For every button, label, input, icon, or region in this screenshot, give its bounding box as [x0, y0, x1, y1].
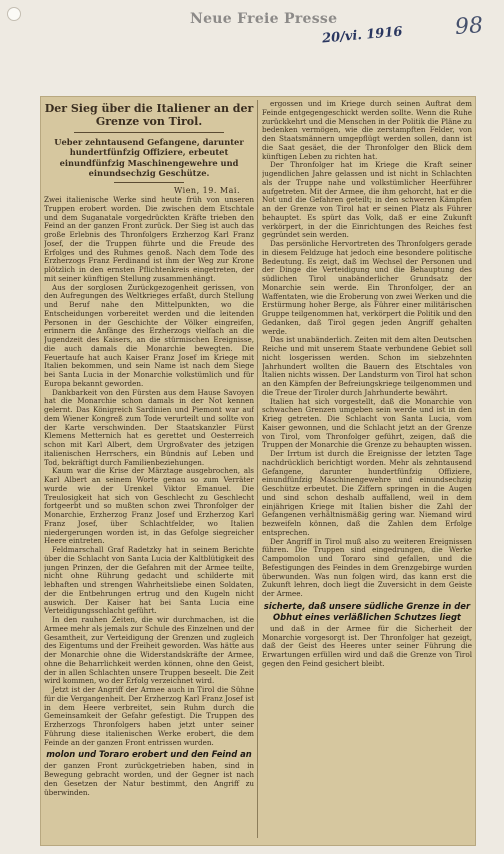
article-paragraph: Das ist unabänderlich. Zeiten mit dem alten Deutschen Reiche und mit unserem Staate verbundene Gebiet soll nicht losgerissen werden. Schon im siebzehnten Jahrhundert wollten die Bauern des Etschtales von Italien nichts wissen. Der Landsturm von Tirol hat schon an den Kämpfen der Befreiungskriege teilgenommen und die Treue der Tiroler durch Jahrhunderte bewährt.: [262, 335, 472, 397]
article-paragraph: Zwei italienische Werke sind heute früh von unseren Truppen erobert worden. Die zwischen dem Etschtale und dem Suganatale vorgedrückten Kräfte trieben den Feind an der ganzen Front zurück. Der Sieg ist auch das große Erlebnis des Thronfolgers Erzherzog Karl Franz Josef, der die Truppen führte und die Freude des Erfolges und des Ruhmes genoß. Nach dem Tode des Erzherzogs Franz Ferdinand ist ihm der Weg zur Krone plötzlich in den ernsten Pflichtenkreis eingetreten, der mit seiner künftigen Stellung zusammenhängt.: [44, 195, 254, 283]
article-column-left: [44, 100, 254, 840]
article-paragraph: Der Angriff in Tirol muß also zu weiteren Ereignissen führen. Die Truppen sind eingedrungen, die Werke Campomolon und Toraro sind gefallen, und die Befestigungen des Feindes in dem Grenzgebirge wurden überwunden. Was nun folgen wird, das kann erst die Zukunft lehren, doch liegt die Zuversicht in dem Geiste der Armee.: [262, 536, 472, 598]
article-dateline: Wien, 19. Mai.: [174, 186, 240, 196]
subheadline-divider: [114, 182, 184, 183]
column-divider: [257, 100, 258, 838]
article-paragraph: In den rauhen Zeiten, die wir durchmachen, ist die Armee mehr als jemals zur Schule des Einzelnen und der Gesamtheit, zur Verteidigung der Grenzen und zugleich des Eigentums und der Freiheit geworden. Was hätte aus der Monarchie ohne die Widerstandskräfte der Armee, ohne die Beharrlichkeit werden können, ohne den Geist, der in allen Schlachten unsere Truppen beseelt. Die Zeit wird kommen, wo der Erfolg verzeichnet wird.: [44, 615, 254, 686]
article-headline: Der Sieg über die Italiener an der Grenze von Tirol.: [44, 102, 254, 128]
article-paragraph: Der Thronfolger hat im Kriege die Kraft seiner jugendlichen Jahre gelassen und ist nicht in Schlachten als der Truppe nahe und volkstümlicher Heerführer aufgetreten. Mit der Armee, die ihm gehorcht, hat er die Not und die Gefahren geteilt; in den schweren Kämpfen an der Grenze von Tirol hat er seinen Platz als Führer behauptet. Es spürt das Volk, daß er eine Zukunft verkörpert, in der die Einrichtungen des Reiches fest gegründet sein werden.: [262, 160, 472, 240]
newspaper-name-label: Neue Freie Presse: [190, 11, 338, 27]
handwritten-page-number: 98: [454, 13, 484, 40]
article-paragraph: der ganzen Front zurückgetrieben haben, sind in Bewegung gebracht worden, und der Gegner ist nach den Gesetzen der Natur bestimmt, den Angriff zu überwinden.: [44, 761, 254, 797]
article-paragraph: und daß in der Armee für die Sicherheit der Monarchie vorgesorgt ist. Der Thronfolger hat gezeigt, daß der Geist des Heeres unter seiner Führung die Erwartungen erfüllen wird und daß die Grenze von Tirol gegen den Feind gesichert bleibt.: [262, 623, 472, 668]
article-paragraph: Italien hat sich vorgestellt, daß die Monarchie von schwachen Grenzen umgeben sein werde und ist in den Krieg getreten. Die Schlacht von Santa Lucia, vom Kaiser gewonnen, und die Schlacht jetzt an der Grenze von Tirol, vom Thronfolger geführt, zeigen, daß die Truppen der Monarchie die Grenze zu behaupten wissen.: [262, 396, 472, 450]
article-paragraph: Der Irrtum ist durch die Ereignisse der letzten Tage nachdrücklich berichtigt worden. Mehr als zehntausend Gefangene, darunter hundertfünfzig Offiziere, einundfünfzig Maschinengewehre und einundsechzig Geschütze erbeutet. Die Ziffern springen in die Augen und sind schon deshalb auffallend, weil in dem einjährigen Kriege mit Italien bisher die Zahl der Gefangenen verhältnismäßig gering war. Niemand wird bezweifeln können, daß die Zahlen dem Erfolge entsprechen.: [262, 449, 472, 537]
highlighted-phrase: molon und Toraro erobert und den Feind an: [46, 749, 252, 760]
article-paragraph: Jetzt ist der Angriff der Armee auch in Tirol die Sühne für die Vergangenheit. Der Erzherzog Karl Franz Josef ist in dem Heere verbreitet, sein Ruhm durch die Gemeinsamkeit der Gefahr gefestigt. Die Truppen des Erzherzogs Thronfolgers haben jetzt unter seiner Führung diese italienischen Werke erobert, die dem Feinde an der ganzen Front entrissen wurden.: [44, 685, 254, 747]
article-paragraph: Aus der sorglosen Zurückgezogenheit gerissen, von den Aufregungen des Weltkrieges erfaßt, durch Stellung und Beruf nahe den Mittelpunkten, wo die Entscheidungen vorbereitet werden und die leitenden Personen in der Geschichte der Völker eingreifen, erinnern die Anfänge des Erzherzogs vielfach an die Jugendzeit des Kaisers, an die stürmischen Ereignisse, die auch damals die Monarchie bewegten. Die Feuertaufe hat auch Kaiser Franz Josef im Kriege mit Italien bekommen, und sein Name ist nach dem Siege bei Santa Lucia in der Monarchie volkstümlich und für Europa bekannt geworden.: [44, 282, 254, 388]
article-subheadline: Ueber zehntausend Gefangene, darunter hundertfünfzig Offiziere, erbeutet einundfünfzig Maschinengewehre und einundsechzig Geschütze.: [54, 137, 244, 178]
handwritten-date: 20/vi. 1916: [321, 24, 404, 47]
article-paragraph: Kaum war die Krise der Märztage ausgebrochen, als Karl Albert an seinem Worte genau so zum Verräter wurde wie der Urenkel Viktor Emanuel. Die Treulosigkeit hat sich von Geschlecht zu Geschlecht fortgeerbt und so mußten schon zwei Thronfolger der Monarchie, Erzherzog Franz Josef und Erzherzog Karl Franz Josef, über Schlachtfelder, wo Italien niedergerungen worden ist, in das Gefolge siegreicher Heere eintreten.: [44, 466, 254, 546]
headline-divider: [74, 132, 224, 133]
article-column-right: [262, 100, 472, 840]
newspaper-clipping: [40, 96, 476, 846]
article-paragraph: Das persönliche Hervortreten des Thronfolgers gerade in diesem Feldzuge hat jedoch eine besondere politische Bedeutung. Es zeigt, daß im Wechsel der Personen und der Dinge die Verteidigung und die Behauptung des südlichen Tirol unabänderlicher Grundsatz der Monarchie sein werde. Ein Thronfolger, der an Waffentaten, wie die Eroberung von zwei Werken und die Erstürmung hoher Berge, als Führer einer militärischen Gruppe teilgenommen hat, verkörpert die Politik und den Gedanken, daß Tirol gegen jeden Angriff gehalten werde.: [262, 239, 472, 336]
article-paragraph: Feldmarschall Graf Radetzky hat in seinem Berichte über die Schlacht von Santa Lucia der Kaltblütigkeit des jungen Prinzen, der die Gefahren mit der Armee teilte, nicht ohne Rührung gedacht und schilderte mit lebhaften und strengen Wahrheitsliebe einen Soldaten, der die Entbehrungen ertrug und den Kugeln nicht auswich. Der Kaiser hat bei Santa Lucia eine Verteidigungsschlacht geführt.: [44, 545, 254, 616]
article-paragraph: ergossen und im Kriege durch seinen Auftrat dem Feinde entgegengeschickt werden sollte. Wenn die Ruhe zurückkehrt und die Menschen in der Politik die Pläne zu bedenken vermögen, wie die zerstampften Felder, von den Staatsmännern umgepflügt werden sollen, dann ist die Saat gesäet, die der Thronfolger den Blick dem künftigen Leben zu richten hat.: [262, 100, 472, 161]
article-paragraph: Dankbarkeit von den Fürsten aus dem Hause Savoyen hat die Monarchie schon damals in der Not kennen gelernt. Das Königreich Sardinien und Piemont war auf dem Wiener Kongreß zum Tode verurteilt und sollte von der Karte verschwinden. Der Staatskanzler Fürst Klemens Metternich hat es gerettet und Oesterreich schon mit Karl Albert, dem Urgroßvater des jetzigen italienischen Herrschers, ein Bündnis auf Leben und Tod, bekräftigt durch Familienbeziehungen.: [44, 387, 254, 467]
highlighted-phrase: sicherte, daß unsere südliche Grenze in der Obhut eines verläßlichen Schutzes liegt: [263, 600, 471, 622]
